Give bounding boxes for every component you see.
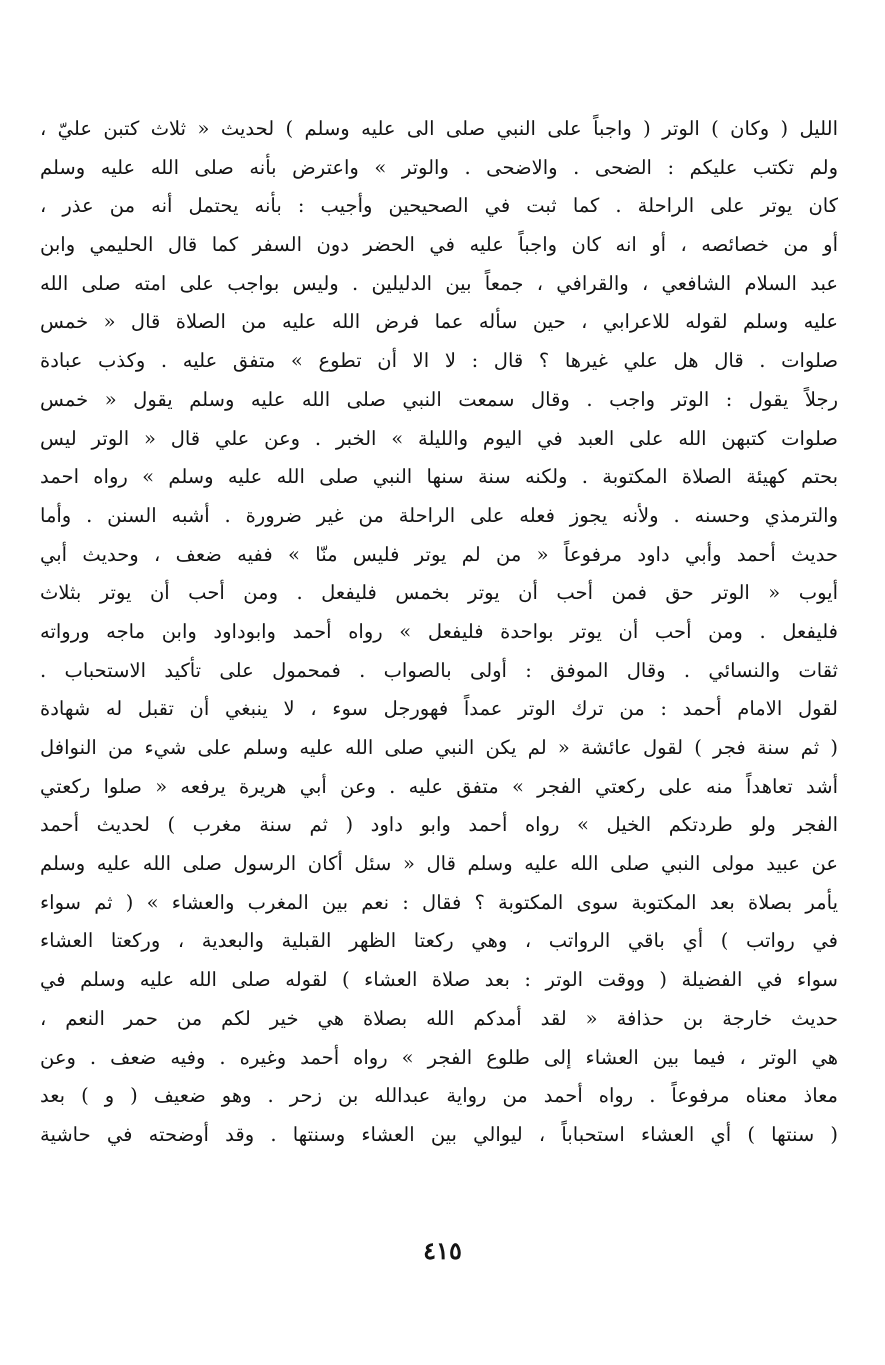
text-line: الفجر ولو طردتكم الخيل » رواه أحمد وابو داود ( ثم سنة مغرب ) لحديث أحمد — [40, 813, 838, 837]
text-line: ( ثم سنة فجر ) لقول عائشة « لم يكن النبي صلى الله عليه وسلم على شيء من النوافل — [40, 736, 838, 759]
text-line: فليفعل . ومن أحب أن يوتر بواحدة فليفعل » رواه أحمد وابوداود وابن ماجه ورواته — [40, 619, 838, 643]
text-line: صلوات كتبهن الله على العبد في اليوم والليلة » الخبر . وعن علي قال « الوتر ليس — [40, 426, 838, 450]
text-line: حديث أحمد وأبي داود مرفوعاً « من لم يوتر فليس منّا » ففيه ضعف ، وحديث أبي — [40, 542, 838, 566]
text-line: والترمذي وحسنه . ولأنه يجوز فعله على الراحلة من غير ضرورة . أشبه السنن . وأما — [40, 503, 838, 527]
text-line: رجلاً يقول : الوتر واجب . وقال سمعت النبي صلى الله عليه وسلم يقول « خمس — [40, 387, 838, 411]
text-line: لقول الامام أحمد : من ترك الوتر عمداً فهورجل سوء ، لا ينبغي أن تقبل له شهادة — [40, 697, 838, 721]
text-line: عليه وسلم لقوله للاعرابي ، حين سأله عما فرض الله عليه من الصلاة قال « خمس — [40, 310, 838, 334]
text-line: بحتم كهيئة الصلاة المكتوبة . ولكنه سنة سنها النبي صلى الله عليه وسلم » رواه احمد — [40, 465, 838, 489]
text-line: صلوات . قال هل علي غيرها ؟ قال : لا الا أن تطوع » متفق عليه . وكذب عبادة — [40, 349, 838, 373]
text-line: هي الوتر ، فيما بين العشاء إلى طلوع الفجر » رواه أحمد وغيره . وفيه ضعف . وعن — [40, 1045, 838, 1069]
text-line: أيوب « الوتر حق فمن أحب أن يوتر بخمس فليفعل . ومن أحب أن يوتر بثلاث — [40, 581, 838, 605]
text-line: عن عبيد مولى النبي صلى الله عليه وسلم قال « سئل أكان الرسول صلى الله عليه وسلم — [40, 852, 838, 876]
text-line: سواء في الفضيلة ( ووقت الوتر : بعد صلاة العشاء ) لقوله صلى الله عليه وسلم في — [40, 968, 838, 992]
text-line: كان يوتر على الراحلة . كما ثبت في الصحيحين وأجيب : بأنه يحتمل أنه من عذر ، — [40, 194, 838, 218]
text-line: أو من خصائصه ، أو انه كان واجباً عليه في الحضر دون السفر كما قال الحليمي وابن — [40, 233, 838, 257]
text-line: ثقات والنسائي . وقال الموفق : أولى بالصواب . فمحمول على تأكيد الاستحباب . — [40, 658, 838, 682]
text-line: الليل ( وكان ) الوتر ( واجباً على النبي صلى الى عليه وسلم ) لحديث « ثلاث كتبن عليّ ، — [40, 117, 838, 140]
text-line: عبد السلام الشافعي ، والقرافي ، جمعاً بين الدليلين . وليس بواجب على امته صلى الله — [40, 271, 838, 295]
text-line: ولم تكتب عليكم : الضحى . والاضحى . والوتر » واعترض بأنه صلى الله عليه وسلم — [40, 155, 838, 179]
text-line: معاذ معناه مرفوعاً . رواه أحمد من رواية عبدالله بن زحر . وهو ضعيف ( و ) بعد — [40, 1084, 838, 1108]
text-line: حديث خارجة بن حذافة « لقد أمدكم الله بصلاة هي خير لكم من حمر النعم ، — [40, 1006, 838, 1030]
page-number: ٤١٥ — [423, 1236, 462, 1265]
text-line: في رواتب ) أي باقي الرواتب ، وهي ركعتا الظهر القبلية والبعدية ، وركعتا العشاء — [40, 929, 838, 953]
text-line: أشد تعاهداً منه على ركعتي الفجر » متفق عليه . وعن أبي هريرة يرفعه « صلوا ركعتي — [40, 774, 838, 798]
text-line: يأمر بصلاة بعد المكتوبة سوى المكتوبة ؟ فقال : نعم بين المغرب والعشاء » ( ثم سواء — [40, 890, 838, 914]
body-text — [40, 110, 838, 1155]
text-line: ( سنتها ) أي العشاء استحباباً ، ليوالي بين العشاء وسنتها . وقد أوضحته في حاشية — [40, 1122, 838, 1146]
